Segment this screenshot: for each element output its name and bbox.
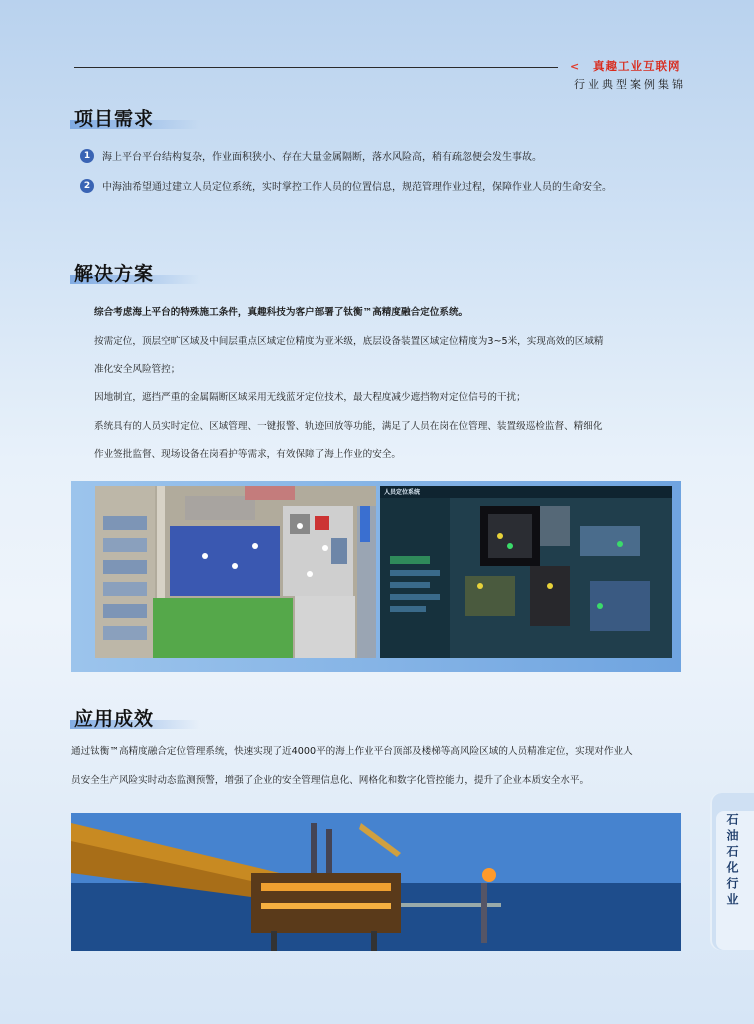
- solution-line: 准化安全风险管控；: [94, 364, 181, 375]
- offshore-platform-photo: [71, 813, 681, 951]
- system-screenshots-panel: [71, 481, 681, 672]
- section-title-effect: 应用成效: [70, 704, 160, 731]
- personnel-positioning-screen-image: [380, 486, 672, 658]
- screen-title: 人员定位系统: [384, 489, 421, 496]
- chevron-left-icon: <: [570, 60, 580, 73]
- need-text: 中海油希望通过建立人员定位系统，实时掌控工作人员的位置信息，规范管理作业过程，保障作业人员的生命安全。: [102, 182, 612, 193]
- solution-line: 按需定位，顶层空旷区域及中间层重点区域定位精度为亚米级，底层设备装置区域定位精度为3~5米，实现高效的区域精: [94, 336, 604, 347]
- section-title-solution: 解决方案: [70, 259, 160, 286]
- section-title-needs: 项目需求: [70, 104, 160, 131]
- industry-side-tab: [710, 793, 754, 950]
- solution-line: 系统具有的人员实时定位、区域管理、一键报警、轨迹回放等功能，满足了人员在岗在位管理、装置级巡检监督、精细化: [94, 421, 603, 432]
- solution-line: 因地制宜，遮挡严重的金属隔断区域采用无线蓝牙定位技术，最大程度减少遮挡物对定位信号的干扰；: [94, 392, 526, 403]
- number-badge: 1: [80, 149, 94, 163]
- 3d-site-map-image: [95, 486, 376, 658]
- number-badge: 2: [80, 179, 94, 193]
- industry-label: 石油石化行业: [725, 813, 739, 909]
- solution-lead: 综合考虑海上平台的特殊施工条件，真趣科技为客户部署了钛衡™高精度融合定位系统。: [94, 307, 469, 318]
- need-item: [80, 178, 612, 193]
- effect-line: 通过钛衡™高精度融合定位管理系统，快速实现了近4000平的海上作业平台顶部及楼梯等高风险区域的人员精准定位，实现对作业人: [71, 746, 633, 757]
- brand-subtitle: 行业典型案例集锦: [574, 78, 686, 91]
- brand-name: 真趣工业互联网: [593, 59, 681, 73]
- effect-line: 员安全生产风险实时动态监测预警，增强了企业的安全管理信息化、网格化和数字化管控能力，提升了企业本质安全水平。: [71, 775, 590, 786]
- need-text: 海上平台平台结构复杂，作业面积狭小、存在大量金属隔断，落水风险高，稍有疏忽便会发生事故。: [102, 152, 542, 163]
- need-item: [80, 148, 542, 163]
- header-rule: [74, 67, 558, 68]
- solution-line: 作业签批监督、现场设备在岗看护等需求，有效保障了海上作业的安全。: [94, 449, 401, 460]
